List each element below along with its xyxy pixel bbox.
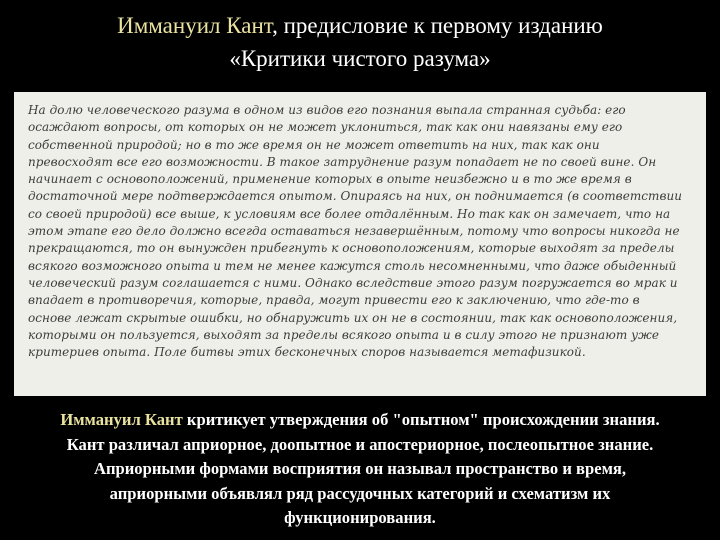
summary-text xyxy=(0,408,720,532)
summary-author-name: Иммануил Кант xyxy=(60,410,183,429)
summary-line-1-text: критикует утверждения об "опытном" происхождении знания. xyxy=(182,410,660,429)
summary-line: функционирования. xyxy=(284,508,436,527)
quote-line: На долю человеческого разума в одном из видов его познания выпала странная судьба: его xyxy=(28,103,626,117)
quote-line: критериев опыта. Поле битвы этих бесконечных споров называется метафизикой. xyxy=(28,345,586,360)
slide-title-line-1 xyxy=(0,11,720,41)
author-name: Иммануил Кант xyxy=(117,13,273,38)
quote-line: человеческий разум соглашается с ними. Однако вследствие этого разум погружается во мрак и xyxy=(28,275,678,290)
quote-line: собственной природой; но в то же время он не может ответить на них, так как они xyxy=(28,137,600,152)
summary-line: априорными объявлял ряд рассудочных категорий и схематизм их xyxy=(109,483,611,503)
summary-line: Кант различал априорное, доопытное и апостериорное, послеопытное знание. xyxy=(66,434,654,454)
slide-title-line-2: «Критики чистого разума» xyxy=(229,46,491,71)
quote-line: превосходят все его возможности. В такое затруднение разум попадает не по своей вине. Он xyxy=(28,154,657,169)
quote-text xyxy=(28,102,696,361)
quote-line: основе лежат скрытые ошибки, но обнаружить их он не в состоянии, так как основоположения, xyxy=(28,310,678,325)
quote-line: впадает в противоречия, которые, правда, могут привести его к заключению, что где-то в xyxy=(28,293,640,308)
slide-header xyxy=(0,0,720,88)
quote-line: прекращаются, то он вынужден прибегнуть к основоположениям, которые выходят за пределы xyxy=(28,241,675,256)
quote-line: осаждают вопросы, от которых он не может уклониться, так как они навязаны ему его xyxy=(28,120,623,135)
summary-line: Априорными формами восприятия он называл пространство и время, xyxy=(93,459,627,478)
title-text: , предисловие к первому изданию xyxy=(272,13,603,38)
quote-panel xyxy=(14,92,706,396)
quote-line: этом этапе его дело должно всегда оставаться незавершённым, потому что вопросы никогда не xyxy=(28,224,680,239)
quote-line: со своей природой) все выше, к условиям все более отдалённым. Но так как он замечает, что на xyxy=(28,206,671,221)
quote-line: которыми он пользуется, выходят за пределы всякого опыта и в силу этого не признают уже xyxy=(28,327,659,342)
quote-line: всякого возможного опыта и тем не менее кажутся столь несомненными, что даже обыденный xyxy=(28,258,677,273)
summary-line xyxy=(0,408,720,433)
quote-line: начинает с основоположений, применение которых в опыте неизбежно и в то же время в xyxy=(28,172,632,187)
quote-line: достаточной мере подтверждается опытом. Опираясь на них, он поднимается (в соответствии xyxy=(28,189,683,204)
